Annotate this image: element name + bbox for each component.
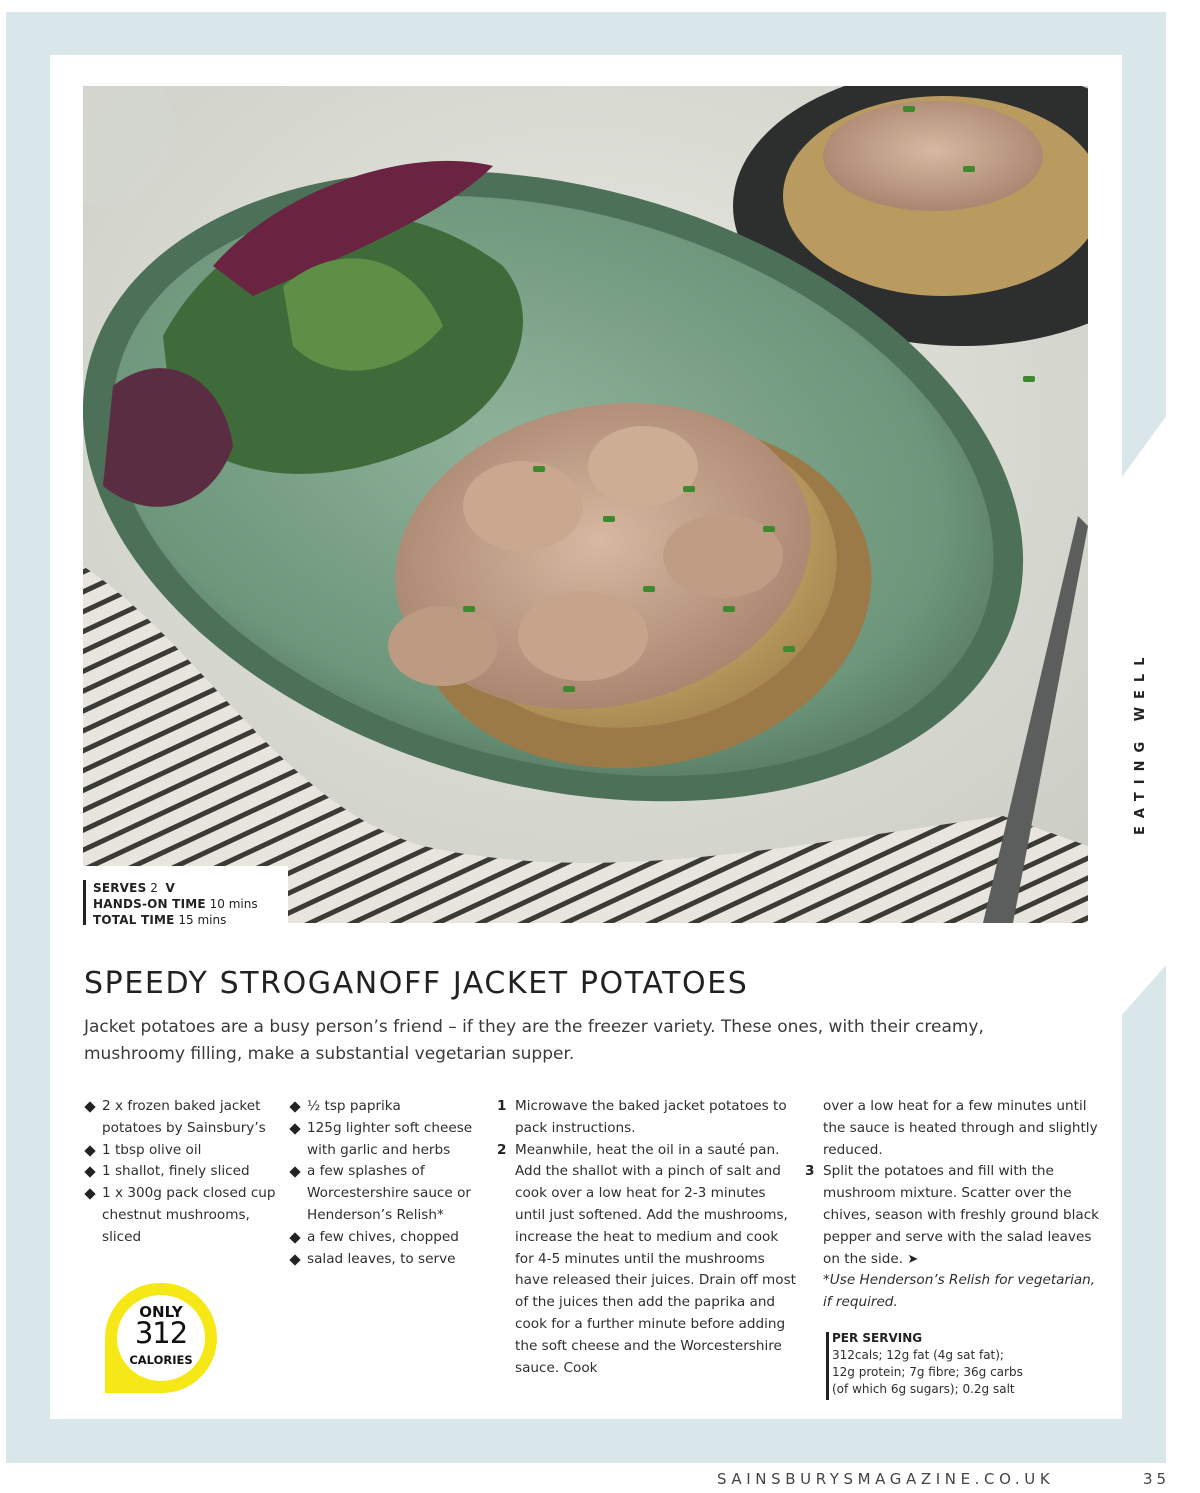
total-time-label: TOTAL TIME [93,913,175,927]
bullet-diamond-icon [289,1167,300,1178]
nutrition-line: 312cals; 12g fat (4g sat fat); [832,1348,1004,1362]
bullet-diamond-icon [289,1254,300,1265]
serves-label: SERVES [93,881,147,895]
bullet-diamond-icon [84,1101,95,1112]
step-text: over a low heat for a few minutes until the sauce is heated through and slightly reduced. [823,1098,1098,1158]
page-frame-top [6,12,1166,55]
vegetarian-badge: V [165,881,176,895]
ingredient-text: salad leaves, to serve [307,1250,456,1267]
serves-line [93,880,288,896]
ingredients-column-2 [291,1096,491,1270]
method-column-2 [805,1096,1105,1314]
bullet-diamond-icon [289,1232,300,1243]
footnote-text: *Use Henderson’s Relish for vegetarian, if required. [823,1272,1096,1311]
bullet-diamond-icon [84,1189,95,1200]
nutrition-accent-bar [826,1332,829,1400]
recipe-title: SPEEDY STROGANOFF JACKET POTATOES [84,966,749,1001]
method-step-2-continued [805,1096,1105,1161]
nutrition-line: 12g protein; 7g fibre; 36g carbs [832,1365,1023,1379]
info-box-accent-bar [83,880,86,925]
footnote [805,1270,1105,1314]
recipe-info-box [83,866,288,926]
method-step-2 [497,1140,797,1380]
bullet-diamond-icon [84,1145,95,1156]
page-frame-bottom [6,1419,1166,1463]
ingredient-text: a few chives, chopped [307,1228,459,1245]
section-label: EATING WELL [1133,649,1148,836]
ingredient-item [86,1161,286,1183]
bullet-diamond-icon [289,1101,300,1112]
step-text: Meanwhile, heat the oil in a sauté pan. Add the shallot with a pinch of salt and cook over a low heat for 2-3 minutes until just softened. Add the mushrooms, increase the heat to medium and cook for 4-5 minutes until the mushrooms have released their juices. Drain off most of the juices then add the paprika and cook for a further minute before adding the soft cheese and the Worcestershire sauce. Cook [515,1141,796,1376]
step-number: 2 [497,1141,507,1158]
page-number: 35 [1143,1470,1171,1488]
footer-website: SAINSBURYSMAGAZINE.CO.UK [717,1470,1055,1488]
calorie-badge-value: 312 [134,1316,188,1350]
nutrition-line: (of which 6g sugars); 0.2g salt [832,1382,1015,1396]
recipe-photo [83,86,1088,923]
hands-on-line [93,896,288,912]
total-time-line [93,912,288,928]
ingredient-text: a few splashes of Worcestershire sauce or Henderson’s Relish* [307,1163,471,1223]
calorie-badge-bottom: CALORIES [129,1353,193,1367]
step-number: 1 [497,1098,507,1114]
ingredient-text: 1 shallot, finely sliced [102,1163,250,1180]
hands-on-label: HANDS-ON TIME [93,897,206,911]
total-time-value: 15 mins [178,913,227,927]
step-text: Split the potatoes and fill with the mushroom mixture. Scatter over the chives, season with freshly ground black pepper and serve with the salad leaves on the side. [823,1163,1100,1267]
ingredient-text: 1 x 300g pack closed cup chestnut mushrooms, sliced [102,1185,276,1245]
method-step-1 [497,1096,797,1140]
ingredients-column-1 [86,1096,286,1249]
ingredient-text: 2 x frozen baked jacket potatoes by Sainsbury’s [102,1098,266,1136]
per-serving-nutrition [826,1330,1086,1398]
end-arrow-icon: ➤ [907,1251,919,1267]
bullet-diamond-icon [84,1167,95,1178]
page-frame-right-top [1122,12,1166,477]
ingredient-item [86,1096,286,1140]
ingredient-text: 125g lighter soft cheese with garlic and herbs [307,1119,473,1158]
ingredient-item [291,1118,491,1162]
step-number: 3 [805,1163,815,1180]
hands-on-value: 10 mins [209,897,258,911]
page-frame-right-bottom [1122,965,1166,1463]
ingredient-item [291,1227,491,1249]
per-serving-label: PER SERVING [832,1331,923,1345]
ingredient-item [291,1096,491,1118]
bullet-diamond-icon [289,1123,300,1134]
calorie-badge [105,1283,217,1393]
calorie-badge-top: ONLY [139,1303,183,1321]
ingredient-item [291,1161,491,1226]
page-frame-left [6,12,50,1463]
ingredient-text: ½ tsp paprika [307,1098,401,1114]
method-step-3 [805,1161,1105,1270]
ingredient-item [86,1183,286,1248]
ingredient-item [86,1140,286,1162]
ingredient-text: 1 tbsp olive oil [102,1141,202,1158]
serves-value: 2 [150,881,158,895]
method-column-1 [497,1096,797,1379]
recipe-intro: Jacket potatoes are a busy person’s friend – if they are the freezer variety. These ones, with their creamy, mushroomy filling, make a substantial vegetarian supper. [84,1017,984,1064]
ingredient-item [291,1249,491,1271]
step-text: Microwave the baked jacket potatoes to pack instructions. [515,1098,787,1136]
